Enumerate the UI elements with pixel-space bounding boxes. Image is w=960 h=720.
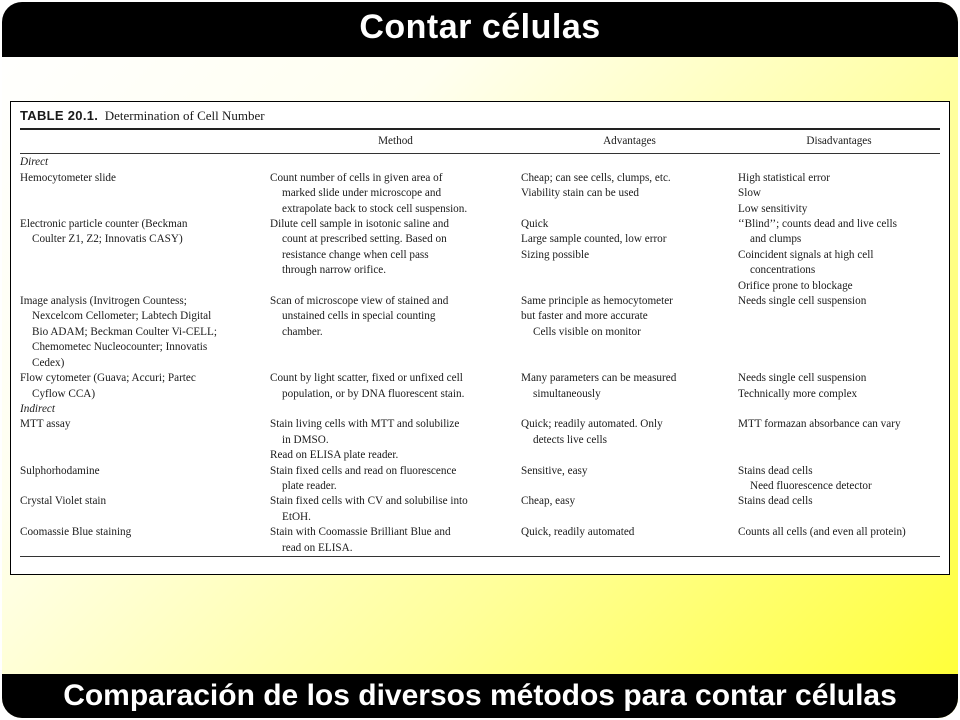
cell-line: Read on ELISA plate reader. — [270, 449, 399, 462]
cell-line: Nexcelcom Cellometer; Labtech Digital — [32, 310, 212, 323]
table-row — [20, 217, 940, 294]
cell-disadvantages — [738, 494, 940, 525]
cell-item — [20, 464, 270, 495]
cell-method — [270, 171, 521, 217]
cell-line: Quick; readily automated. Only — [521, 418, 663, 431]
cell-method — [270, 525, 521, 556]
cell-item — [20, 371, 270, 402]
slide-header — [2, 2, 958, 57]
cell-line: count at prescribed setting. Based on — [282, 233, 447, 246]
cell-line: Cedex) — [32, 356, 65, 369]
section-filler — [521, 402, 940, 417]
cell-line: Chemometec Nucleocounter; Innovatis — [32, 341, 208, 354]
cell-item — [20, 417, 270, 463]
cell-line: Dilute cell sample in isotonic saline and — [270, 218, 449, 231]
cell-line: EtOH. — [282, 510, 311, 523]
cell-item — [20, 171, 270, 217]
cell-line: plate reader. — [282, 479, 337, 492]
slide-frame — [2, 2, 958, 718]
cell-line: Bio ADAM; Beckman Coulter Vi-CELL; — [32, 325, 217, 338]
cell-line: chamber. — [282, 325, 323, 338]
cell-line: Flow cytometer (Guava; Accuri; Partec — [20, 372, 196, 385]
cell-advantages — [521, 417, 738, 463]
table-caption — [20, 108, 940, 128]
cell-method — [270, 464, 521, 495]
cell-disadvantages — [738, 525, 940, 556]
section-label: Direct — [20, 156, 49, 169]
table-row — [20, 464, 940, 495]
table-row — [20, 494, 940, 525]
table-header — [20, 130, 940, 154]
cell-line: Needs single cell suspension — [738, 372, 867, 385]
cell-advantages — [521, 525, 738, 556]
cell-line: Stain fixed cells with CV and solubilise into — [270, 495, 468, 508]
cell-advantages — [521, 217, 738, 294]
cell-item — [20, 494, 270, 525]
table-row — [20, 171, 940, 217]
cell-line: Coulter Z1, Z2; Innovatis CASY) — [32, 233, 183, 246]
cell-method — [270, 371, 521, 402]
cell-line: but faster and more accurate — [521, 310, 648, 323]
column-header-item — [20, 130, 270, 154]
cell-line: Slow — [738, 187, 762, 200]
cell-disadvantages — [738, 464, 940, 495]
cell-line: Quick — [521, 218, 549, 231]
cell-line: Scan of microscope view of stained and — [270, 295, 449, 308]
cell-line: Sizing possible — [521, 248, 590, 261]
cell-disadvantages — [738, 417, 940, 463]
cell-line: concentrations — [750, 264, 816, 277]
cell-line: Quick, readily automated — [521, 526, 635, 539]
cell-line: MTT assay — [20, 418, 71, 431]
cell-line: read on ELISA. — [282, 541, 353, 554]
cell-line: Stain fixed cells and read on fluorescence — [270, 464, 457, 477]
slide-subtitle: Comparación de los diversos métodos para contar células — [63, 679, 897, 712]
cell-line: simultaneously — [533, 387, 601, 400]
cell-line: Coomassie Blue staining — [20, 526, 132, 539]
cell-line: Need fluorescence detector — [750, 479, 872, 492]
column-header-advantages: Advantages — [603, 135, 656, 147]
cell-line: detects live cells — [533, 433, 607, 446]
cell-line: Many parameters can be measured — [521, 372, 677, 385]
cell-line: Low sensitivity — [738, 202, 808, 215]
cell-line: resistance change when cell pass — [282, 248, 429, 261]
cell-line: extrapolate back to stock cell suspension. — [282, 202, 468, 215]
cell-line: Electronic particle counter (Beckman — [20, 218, 188, 231]
cell-line: and clumps — [750, 233, 802, 246]
cell-advantages — [521, 371, 738, 402]
cell-line: through narrow orifice. — [282, 264, 387, 277]
cell-line: Hemocytometer slide — [20, 171, 116, 184]
table-caption-text: Determination of Cell Number — [104, 108, 265, 123]
cell-number-table — [20, 130, 940, 557]
section-label: Indirect — [20, 402, 55, 415]
cell-line: Viability stain can be used — [521, 187, 640, 200]
cell-line: Same principle as hemocytometer — [521, 295, 673, 308]
cell-method — [270, 294, 521, 371]
table-row — [20, 371, 940, 402]
cell-line: Stain with Coomassie Brilliant Blue and — [270, 526, 451, 539]
slide-title: Contar células — [359, 8, 601, 46]
cell-disadvantages — [738, 171, 940, 217]
cell-item — [20, 294, 270, 371]
cell-line: Sulphorhodamine — [20, 464, 100, 477]
section-row — [20, 154, 940, 171]
cell-advantages — [521, 171, 738, 217]
cell-line: marked slide under microscope and — [282, 187, 442, 200]
cell-disadvantages — [738, 294, 940, 371]
cell-line: Coincident signals at high cell — [738, 248, 874, 261]
column-header-method: Method — [378, 135, 413, 147]
table-image — [10, 101, 950, 575]
cell-method — [270, 217, 521, 294]
cell-line: Orifice prone to blockage — [738, 279, 853, 292]
cell-line: Technically more complex — [738, 387, 858, 400]
cell-item — [20, 217, 270, 294]
cell-line: Needs single cell suspension — [738, 295, 867, 308]
cell-disadvantages — [738, 371, 940, 402]
cell-line: Count by light scatter, fixed or unfixed cell — [270, 372, 463, 385]
table-row — [20, 525, 940, 556]
slide-footer — [2, 674, 958, 718]
cell-disadvantages — [738, 217, 940, 294]
cell-line: Counts all cells (and even all protein) — [738, 526, 906, 539]
table-row — [20, 294, 940, 371]
column-header-disadvantages: Disadvantages — [806, 135, 872, 147]
cell-advantages — [521, 294, 738, 371]
section-row — [20, 402, 940, 417]
table-label: TABLE 20.1. — [20, 108, 99, 123]
cell-line: ‘‘Blind’’; counts dead and live cells — [738, 218, 897, 231]
cell-method — [270, 494, 521, 525]
cell-line: MTT formazan absorbance can vary — [738, 418, 901, 431]
cell-line: Count number of cells in given area of — [270, 171, 443, 184]
cell-line: Large sample counted, low error — [521, 233, 667, 246]
cell-line: Cells visible on monitor — [533, 325, 641, 338]
cell-line: Stains dead cells — [738, 495, 813, 508]
cell-line: unstained cells in special counting — [282, 310, 436, 323]
cell-line: Cyflow CCA) — [32, 387, 96, 400]
cell-advantages — [521, 494, 738, 525]
cell-line: High statistical error — [738, 171, 830, 184]
cell-method — [270, 417, 521, 463]
table-content — [20, 108, 940, 557]
cell-line: Cheap, easy — [521, 495, 576, 508]
cell-line: Sensitive, easy — [521, 464, 588, 477]
cell-item — [20, 525, 270, 556]
cell-line: population, or by DNA fluorescent stain. — [282, 387, 465, 400]
table-body — [20, 154, 940, 557]
cell-line: Image analysis (Invitrogen Countess; — [20, 295, 187, 308]
section-filler — [521, 154, 940, 171]
table-row — [20, 417, 940, 463]
cell-line: Stains dead cells — [738, 464, 813, 477]
cell-advantages — [521, 464, 738, 495]
cell-line: in DMSO. — [282, 433, 329, 446]
cell-line: Crystal Violet stain — [20, 495, 107, 508]
cell-line: Cheap; can see cells, clumps, etc. — [521, 171, 671, 184]
cell-line: Stain living cells with MTT and solubilize — [270, 418, 460, 431]
